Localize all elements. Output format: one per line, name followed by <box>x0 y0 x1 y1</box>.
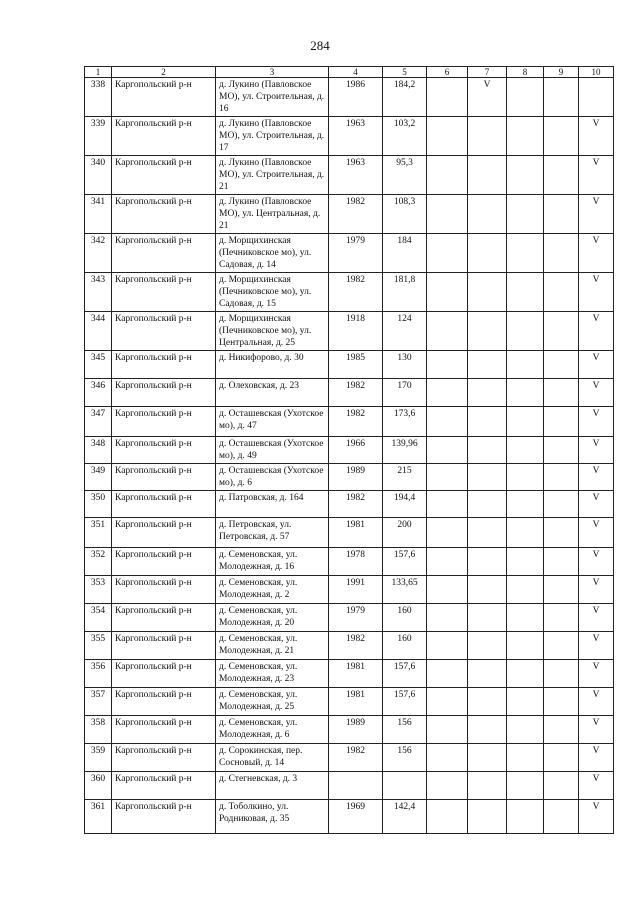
district-cell: Каргопольский р-н <box>112 632 216 660</box>
table-row <box>85 800 614 834</box>
col6-cell <box>427 156 468 195</box>
col9-cell <box>544 312 579 351</box>
col9-cell <box>544 716 579 744</box>
district-cell: Каргопольский р-н <box>112 744 216 772</box>
col6-cell <box>427 548 468 576</box>
year-cell: 1969 <box>329 800 383 834</box>
col7-cell <box>468 464 507 491</box>
area-cell: 181,8 <box>383 273 427 312</box>
area-cell: 139,96 <box>383 437 427 464</box>
row-number-cell: 358 <box>85 716 112 744</box>
col9-cell <box>544 604 579 632</box>
col6-cell <box>427 772 468 800</box>
col8-cell <box>507 772 544 800</box>
col7-cell <box>468 234 507 273</box>
district-cell: Каргопольский р-н <box>112 716 216 744</box>
row-number-cell: 353 <box>85 576 112 604</box>
row-number-cell: 342 <box>85 234 112 273</box>
district-cell: Каргопольский р-н <box>112 576 216 604</box>
col7-cell <box>468 195 507 234</box>
col6-cell <box>427 78 468 117</box>
col10-cell <box>579 78 614 117</box>
row-number-cell: 345 <box>85 351 112 379</box>
col8-cell <box>507 117 544 156</box>
column-header: 6 <box>427 67 468 78</box>
col10-cell: V <box>579 156 614 195</box>
area-cell: 124 <box>383 312 427 351</box>
col6-cell <box>427 576 468 604</box>
row-number-cell: 354 <box>85 604 112 632</box>
col6-cell <box>427 117 468 156</box>
address-cell: д. Осташевская (Ухотское мо), д. 6 <box>216 464 329 491</box>
col10-cell: V <box>579 632 614 660</box>
year-cell: 1978 <box>329 548 383 576</box>
col10-cell: V <box>579 437 614 464</box>
col10-cell: V <box>579 351 614 379</box>
col9-cell <box>544 156 579 195</box>
address-cell: д. Осташевская (Ухотское мо), д. 47 <box>216 407 329 437</box>
table-row <box>85 273 614 312</box>
area-cell: 95,3 <box>383 156 427 195</box>
col7-cell <box>468 407 507 437</box>
col6-cell <box>427 379 468 407</box>
table-row <box>85 312 614 351</box>
address-cell: д. Морщихинская (Печниковское мо), ул. Садовая, д. 15 <box>216 273 329 312</box>
district-cell: Каргопольский р-н <box>112 351 216 379</box>
address-cell: д. Олеховская, д. 23 <box>216 379 329 407</box>
table-row <box>85 437 614 464</box>
row-number-cell: 341 <box>85 195 112 234</box>
col9-cell <box>544 548 579 576</box>
row-number-cell: 357 <box>85 688 112 716</box>
address-cell: д. Стегневская, д. 3 <box>216 772 329 800</box>
district-cell: Каргопольский р-н <box>112 548 216 576</box>
column-header: 3 <box>216 67 329 78</box>
col9-cell <box>544 351 579 379</box>
address-cell: д. Семеновская, ул. Молодежная, д. 23 <box>216 660 329 688</box>
address-cell: д. Лукино (Павловское МО), ул. Строительная, д. 21 <box>216 156 329 195</box>
col8-cell <box>507 716 544 744</box>
col6-cell <box>427 312 468 351</box>
col6-cell <box>427 195 468 234</box>
year-cell: 1966 <box>329 437 383 464</box>
row-number-cell: 347 <box>85 407 112 437</box>
col10-cell: V <box>579 407 614 437</box>
district-cell: Каргопольский р-н <box>112 772 216 800</box>
area-cell <box>383 772 427 800</box>
col9-cell <box>544 576 579 604</box>
row-number-cell: 361 <box>85 800 112 834</box>
col6-cell <box>427 234 468 273</box>
col10-cell: V <box>579 604 614 632</box>
col8-cell <box>507 156 544 195</box>
col9-cell <box>544 772 579 800</box>
address-cell: д. Семеновская, ул. Молодежная, д. 20 <box>216 604 329 632</box>
year-cell: 1979 <box>329 234 383 273</box>
table-row <box>85 548 614 576</box>
col6-cell <box>427 604 468 632</box>
table-row <box>85 464 614 491</box>
address-cell: д. Лукино (Павловское МО), ул. Строительная, д. 16 <box>216 78 329 117</box>
column-header: 5 <box>383 67 427 78</box>
col10-cell: V <box>579 491 614 518</box>
district-cell: Каргопольский р-н <box>112 800 216 834</box>
col9-cell <box>544 117 579 156</box>
col8-cell <box>507 379 544 407</box>
district-cell: Каргопольский р-н <box>112 688 216 716</box>
col8-cell <box>507 312 544 351</box>
year-cell: 1985 <box>329 351 383 379</box>
col10-cell: V <box>579 688 614 716</box>
col8-cell <box>507 800 544 834</box>
col7-cell <box>468 351 507 379</box>
district-cell: Каргопольский р-н <box>112 437 216 464</box>
col8-cell <box>507 407 544 437</box>
address-cell: д. Патровская, д. 164 <box>216 491 329 518</box>
year-cell: 1982 <box>329 407 383 437</box>
year-cell: 1981 <box>329 660 383 688</box>
col6-cell <box>427 437 468 464</box>
col8-cell <box>507 491 544 518</box>
area-cell: 133,65 <box>383 576 427 604</box>
year-cell: 1982 <box>329 491 383 518</box>
district-cell: Каргопольский р-н <box>112 518 216 548</box>
row-number-cell: 338 <box>85 78 112 117</box>
col8-cell <box>507 464 544 491</box>
col6-cell <box>427 407 468 437</box>
col7-cell <box>468 744 507 772</box>
col8-cell <box>507 604 544 632</box>
col7-cell <box>468 800 507 834</box>
col8-cell <box>507 688 544 716</box>
address-cell: д. Морщихинская (Печниковское мо), ул. Центральная, д. 25 <box>216 312 329 351</box>
col6-cell <box>427 744 468 772</box>
col8-cell <box>507 548 544 576</box>
col10-cell: V <box>579 273 614 312</box>
district-cell: Каргопольский р-н <box>112 407 216 437</box>
table-row <box>85 744 614 772</box>
year-cell: 1989 <box>329 464 383 491</box>
col10-cell: V <box>579 772 614 800</box>
address-cell: д. Петровская, ул. Петровская, д. 57 <box>216 518 329 548</box>
col7-cell <box>468 379 507 407</box>
table-row <box>85 379 614 407</box>
column-header: 8 <box>507 67 544 78</box>
area-cell: 160 <box>383 632 427 660</box>
district-cell: Каргопольский р-н <box>112 273 216 312</box>
col8-cell <box>507 744 544 772</box>
col6-cell <box>427 800 468 834</box>
col7-cell <box>468 772 507 800</box>
table-row <box>85 772 614 800</box>
area-cell: 130 <box>383 351 427 379</box>
district-cell: Каргопольский р-н <box>112 78 216 117</box>
col7-cell <box>468 576 507 604</box>
col8-cell <box>507 518 544 548</box>
col10-cell: V <box>579 312 614 351</box>
year-cell: 1986 <box>329 78 383 117</box>
col10-cell: V <box>579 576 614 604</box>
col9-cell <box>544 234 579 273</box>
col9-cell <box>544 688 579 716</box>
col7-cell <box>468 604 507 632</box>
col7-cell <box>468 518 507 548</box>
area-cell: 103,2 <box>383 117 427 156</box>
area-cell: 160 <box>383 604 427 632</box>
table-row <box>85 518 614 548</box>
col8-cell <box>507 78 544 117</box>
area-cell: 170 <box>383 379 427 407</box>
col9-cell <box>544 464 579 491</box>
row-number-cell: 356 <box>85 660 112 688</box>
row-number-cell: 344 <box>85 312 112 351</box>
col10-cell: V <box>579 716 614 744</box>
col8-cell <box>507 576 544 604</box>
district-cell: Каргопольский р-н <box>112 234 216 273</box>
col8-cell <box>507 195 544 234</box>
address-cell: д. Семеновская, ул. Молодежная, д. 6 <box>216 716 329 744</box>
col9-cell <box>544 78 579 117</box>
column-header: 7 <box>468 67 507 78</box>
table-row <box>85 407 614 437</box>
area-cell: 157,6 <box>383 548 427 576</box>
col6-cell <box>427 660 468 688</box>
col8-cell <box>507 632 544 660</box>
row-number-cell: 340 <box>85 156 112 195</box>
year-cell: 1982 <box>329 744 383 772</box>
col9-cell <box>544 437 579 464</box>
col7-cell <box>468 660 507 688</box>
table-row <box>85 576 614 604</box>
table-row <box>85 195 614 234</box>
table-row <box>85 660 614 688</box>
col6-cell <box>427 518 468 548</box>
col7-cell <box>468 716 507 744</box>
district-cell: Каргопольский р-н <box>112 464 216 491</box>
col10-cell: V <box>579 744 614 772</box>
address-cell: д. Семеновская, ул. Молодежная, д. 21 <box>216 632 329 660</box>
area-cell: 184,2 <box>383 78 427 117</box>
col9-cell <box>544 273 579 312</box>
year-cell: 1981 <box>329 518 383 548</box>
year-cell: 1982 <box>329 273 383 312</box>
year-cell: 1982 <box>329 632 383 660</box>
col7-cell <box>468 312 507 351</box>
row-number-cell: 352 <box>85 548 112 576</box>
table-row <box>85 234 614 273</box>
year-cell: 1918 <box>329 312 383 351</box>
district-cell: Каргопольский р-н <box>112 379 216 407</box>
year-cell: 1982 <box>329 379 383 407</box>
district-cell: Каргопольский р-н <box>112 491 216 518</box>
col10-cell: V <box>579 379 614 407</box>
table-row <box>85 716 614 744</box>
col7-cell <box>468 491 507 518</box>
area-cell: 200 <box>383 518 427 548</box>
year-cell: 1989 <box>329 716 383 744</box>
col9-cell <box>544 744 579 772</box>
table-row <box>85 351 614 379</box>
column-header: 1 <box>85 67 112 78</box>
address-cell: д. Осташевская (Ухотское мо), д. 49 <box>216 437 329 464</box>
year-cell: 1979 <box>329 604 383 632</box>
area-cell: 108,3 <box>383 195 427 234</box>
col9-cell <box>544 491 579 518</box>
area-cell: 157,6 <box>383 688 427 716</box>
year-cell: 1991 <box>329 576 383 604</box>
col7-cell <box>468 688 507 716</box>
col8-cell <box>507 351 544 379</box>
col7-cell <box>468 548 507 576</box>
table-row <box>85 78 614 117</box>
area-cell: 157,6 <box>383 660 427 688</box>
row-number-cell: 348 <box>85 437 112 464</box>
col8-cell <box>507 273 544 312</box>
col10-cell: V <box>579 800 614 834</box>
district-cell: Каргопольский р-н <box>112 117 216 156</box>
col10-cell: V <box>579 195 614 234</box>
area-cell: 142,4 <box>383 800 427 834</box>
area-cell: 156 <box>383 744 427 772</box>
col10-cell: V <box>579 518 614 548</box>
col6-cell <box>427 491 468 518</box>
address-cell: д. Морщихинская (Печниковское мо), ул. Садовая, д. 14 <box>216 234 329 273</box>
col6-cell <box>427 716 468 744</box>
col7-cell <box>468 437 507 464</box>
area-cell: 156 <box>383 716 427 744</box>
col6-cell <box>427 464 468 491</box>
col6-cell <box>427 351 468 379</box>
district-cell: Каргопольский р-н <box>112 660 216 688</box>
table-row <box>85 632 614 660</box>
col10-cell: V <box>579 117 614 156</box>
address-cell: д. Лукино (Павловское МО), ул. Строительная, д. 17 <box>216 117 329 156</box>
year-cell <box>329 772 383 800</box>
row-number-cell: 360 <box>85 772 112 800</box>
table-row <box>85 117 614 156</box>
col8-cell <box>507 437 544 464</box>
area-cell: 215 <box>383 464 427 491</box>
col7-cell: V <box>468 78 507 117</box>
row-number-cell: 350 <box>85 491 112 518</box>
row-number-cell: 343 <box>85 273 112 312</box>
table-row <box>85 604 614 632</box>
col7-cell <box>468 156 507 195</box>
district-cell: Каргопольский р-н <box>112 195 216 234</box>
year-cell: 1963 <box>329 117 383 156</box>
column-header: 9 <box>544 67 579 78</box>
col8-cell <box>507 660 544 688</box>
area-cell: 173,6 <box>383 407 427 437</box>
table-body <box>85 78 614 834</box>
year-cell: 1963 <box>329 156 383 195</box>
table-row <box>85 491 614 518</box>
col7-cell <box>468 632 507 660</box>
col9-cell <box>544 632 579 660</box>
district-cell: Каргопольский р-н <box>112 156 216 195</box>
col7-cell <box>468 117 507 156</box>
row-number-cell: 349 <box>85 464 112 491</box>
row-number-cell: 351 <box>85 518 112 548</box>
table-header <box>85 67 614 78</box>
col9-cell <box>544 518 579 548</box>
col10-cell: V <box>579 464 614 491</box>
col10-cell: V <box>579 660 614 688</box>
col6-cell <box>427 688 468 716</box>
page-number: 284 <box>310 38 330 53</box>
address-cell: д. Лукино (Павловское МО), ул. Центральная, д. 21 <box>216 195 329 234</box>
col6-cell <box>427 273 468 312</box>
address-cell: д. Семеновская, ул. Молодежная, д. 25 <box>216 688 329 716</box>
header-row <box>85 67 614 78</box>
col9-cell <box>544 407 579 437</box>
col9-cell <box>544 660 579 688</box>
row-number-cell: 339 <box>85 117 112 156</box>
address-cell: д. Никифорово, д. 30 <box>216 351 329 379</box>
table-row <box>85 156 614 195</box>
table-row <box>85 688 614 716</box>
col9-cell <box>544 379 579 407</box>
district-cell: Каргопольский р-н <box>112 312 216 351</box>
address-cell: д. Семеновская, ул. Молодежная, д. 2 <box>216 576 329 604</box>
col9-cell <box>544 800 579 834</box>
registry-table <box>84 66 614 834</box>
address-cell: д. Тоболкино, ул. Родниковая, д. 35 <box>216 800 329 834</box>
address-cell: д. Сорокинская, пер. Сосновый, д. 14 <box>216 744 329 772</box>
area-cell: 194,4 <box>383 491 427 518</box>
row-number-cell: 346 <box>85 379 112 407</box>
row-number-cell: 359 <box>85 744 112 772</box>
row-number-cell: 355 <box>85 632 112 660</box>
col9-cell <box>544 195 579 234</box>
col6-cell <box>427 632 468 660</box>
col10-cell: V <box>579 234 614 273</box>
year-cell: 1982 <box>329 195 383 234</box>
col7-cell <box>468 273 507 312</box>
year-cell: 1981 <box>329 688 383 716</box>
col8-cell <box>507 234 544 273</box>
col10-cell: V <box>579 548 614 576</box>
district-cell: Каргопольский р-н <box>112 604 216 632</box>
column-header: 4 <box>329 67 383 78</box>
column-header: 2 <box>112 67 216 78</box>
area-cell: 184 <box>383 234 427 273</box>
address-cell: д. Семеновская, ул. Молодежная, д. 16 <box>216 548 329 576</box>
column-header: 10 <box>579 67 614 78</box>
